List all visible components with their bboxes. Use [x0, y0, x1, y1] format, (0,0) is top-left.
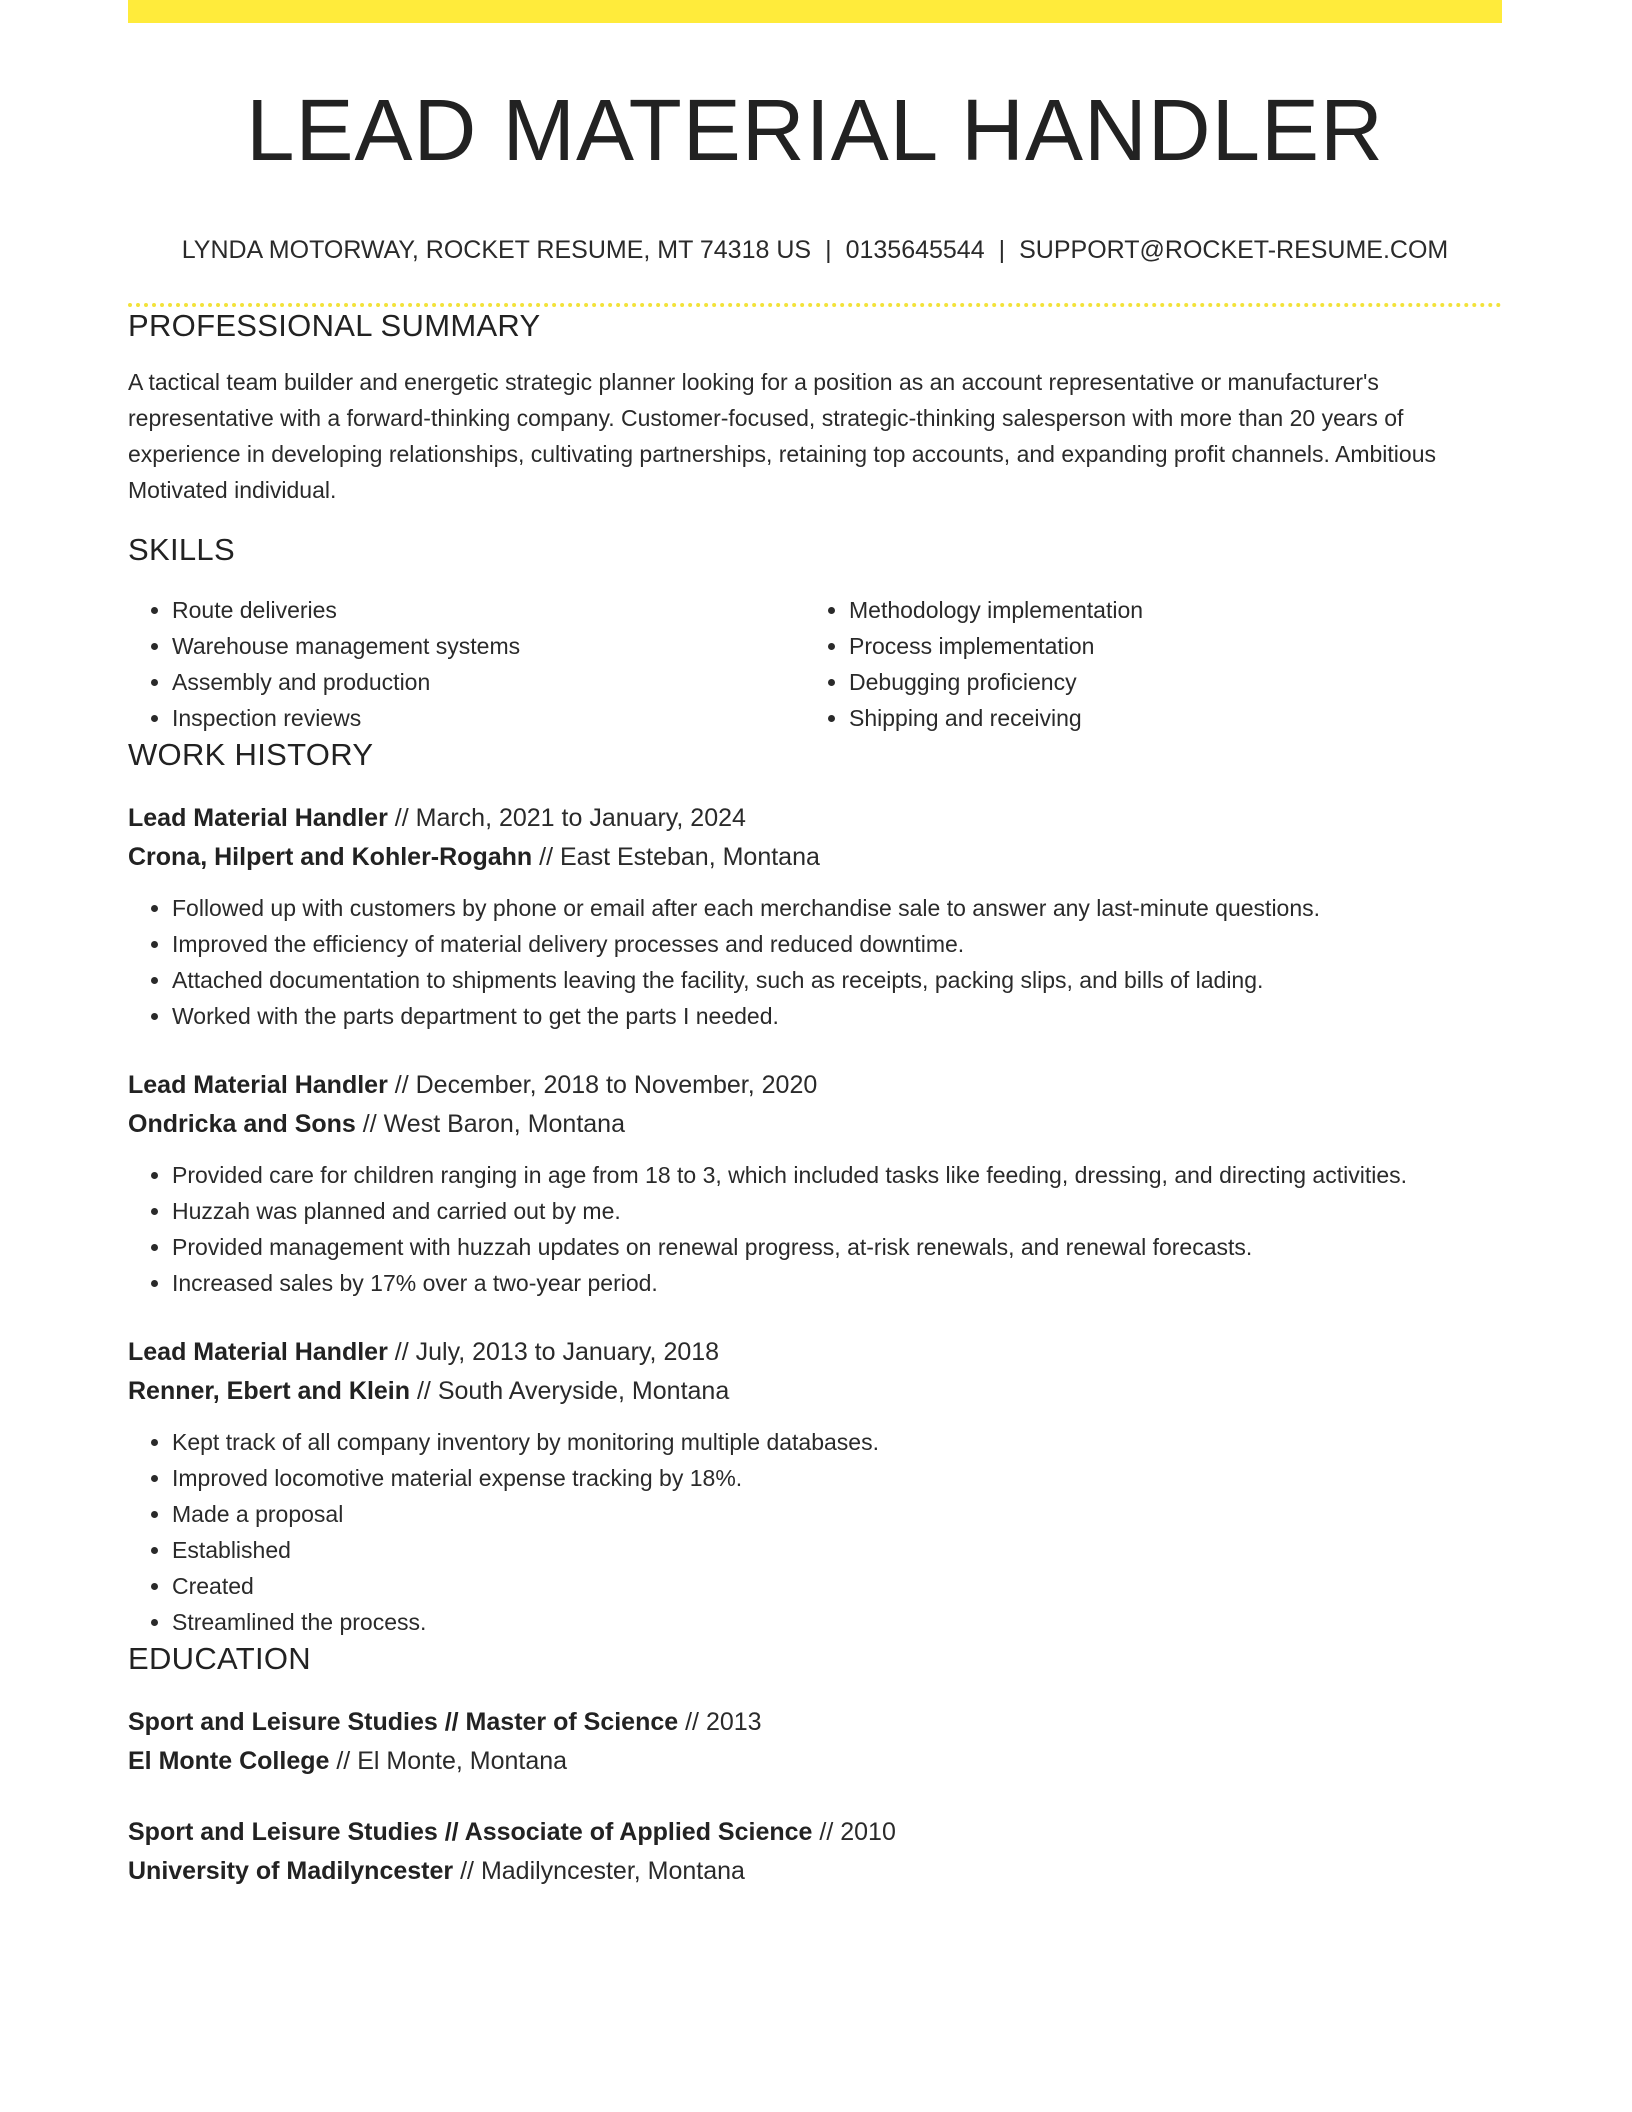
skills-list-left	[128, 592, 805, 736]
education-degree-line	[128, 1813, 1502, 1852]
skill-item: • Methodology implementation	[849, 592, 1482, 628]
accent-bar	[128, 0, 1502, 23]
job-bullet: • Established	[172, 1532, 1502, 1568]
job-title: Lead Material Handler	[128, 804, 388, 833]
job-title: Lead Material Handler	[128, 1071, 388, 1100]
job-company-line	[128, 1372, 1502, 1411]
education-degree: Sport and Leisure Studies // Associate of Applied Science	[128, 1818, 813, 1847]
job-dates: December, 2018 to November, 2020	[415, 1071, 818, 1100]
resume-title: LEAD MATERIAL HANDLER	[246, 82, 1384, 179]
job-bullet: • Streamlined the process.	[172, 1604, 1502, 1640]
job-bullet: • Followed up with customers by phone or email after each merchandise sale to answer any last-minute questions.	[172, 890, 1502, 926]
job-company: Renner, Ebert and Klein	[128, 1377, 411, 1406]
job-bullet: • Provided management with huzzah updates on renewal progress, at-risk renewals, and renewal forecasts.	[172, 1229, 1502, 1265]
contact-address: LYNDA MOTORWAY, ROCKET RESUME, MT 74318 US	[181, 235, 812, 264]
job-company: Ondricka and Sons	[128, 1110, 356, 1139]
job-title-line	[128, 1066, 1502, 1105]
contact-email: SUPPORT@ROCKET-RESUME.COM	[1019, 235, 1449, 264]
job-bullet: • Created	[172, 1568, 1502, 1604]
skill-item: • Warehouse management systems	[172, 628, 805, 664]
job-bullet: • Improved the efficiency of material delivery processes and reduced downtime.	[172, 926, 1502, 962]
field-separator: //	[362, 1110, 377, 1139]
job-bullet: • Provided care for children ranging in age from 18 to 3, which included tasks like feeding, dressing, and directing activities.	[172, 1157, 1502, 1193]
skill-item: • Route deliveries	[172, 592, 805, 628]
skill-item: • Assembly and production	[172, 664, 805, 700]
education-school-line	[128, 1852, 1502, 1891]
contact-line	[128, 235, 1502, 265]
education-heading: EDUCATION	[128, 1641, 311, 1677]
education-entry	[128, 1813, 1502, 1891]
education-degree: Sport and Leisure Studies // Master of Science	[128, 1708, 679, 1737]
skill-item: • Process implementation	[849, 628, 1482, 664]
field-separator: //	[394, 1071, 409, 1100]
skills-heading: SKILLS	[128, 531, 235, 567]
job-location: East Esteban, Montana	[560, 843, 820, 872]
job-bullets	[128, 890, 1502, 1034]
education-school: El Monte College	[128, 1747, 330, 1776]
field-separator: //	[394, 1338, 409, 1367]
education-location: Madilyncester, Montana	[480, 1857, 745, 1886]
job-title: Lead Material Handler	[128, 1338, 388, 1367]
job-company-line	[128, 838, 1502, 877]
education-year: 2013	[705, 1708, 762, 1737]
job-title-line	[128, 799, 1502, 838]
field-separator: //	[394, 804, 409, 833]
job-dates: March, 2021 to January, 2024	[415, 804, 746, 833]
job-bullet: • Worked with the parts department to get the parts I needed.	[172, 998, 1502, 1034]
skill-item: • Debugging proficiency	[849, 664, 1482, 700]
job-bullet: • Huzzah was planned and carried out by me.	[172, 1193, 1502, 1229]
summary-text: A tactical team builder and energetic strategic planner looking for a position as an account representative or manufacturer's representative with a forward-thinking company. Customer-focused, strategic-thinking salesperson with more than 20 years of experience in developing relationships, cultivating partnerships, retaining top accounts, and expanding profit channels. Ambitious Motivated individual.	[128, 368, 1436, 503]
skills-list-right	[805, 592, 1482, 736]
contact-phone: 0135645544	[845, 235, 985, 264]
job-bullet: • Made a proposal	[172, 1496, 1502, 1532]
education-entry	[128, 1703, 1502, 1781]
job-bullet: • Attached documentation to shipments leaving the facility, such as receipts, packing slips, and bills of lading.	[172, 962, 1502, 998]
summary-heading: PROFESSIONAL SUMMARY	[128, 307, 541, 343]
field-separator: //	[416, 1377, 431, 1406]
education-school-line	[128, 1742, 1502, 1781]
job-entry	[128, 1066, 1502, 1301]
skill-item: • Shipping and receiving	[849, 700, 1482, 736]
job-dates: July, 2013 to January, 2018	[415, 1338, 720, 1367]
field-separator: //	[685, 1708, 700, 1737]
job-location: South Averyside, Montana	[437, 1377, 730, 1406]
job-entry	[128, 1333, 1502, 1640]
job-company: Crona, Hilpert and Kohler-Rogahn	[128, 843, 533, 872]
work-history-heading: WORK HISTORY	[128, 737, 374, 773]
contact-separator: |	[825, 235, 832, 264]
job-location: West Baron, Montana	[383, 1110, 625, 1139]
education-location: El Monte, Montana	[357, 1747, 568, 1776]
job-company-line	[128, 1105, 1502, 1144]
education-degree-line	[128, 1703, 1502, 1742]
field-separator: //	[539, 843, 554, 872]
skills-grid	[128, 592, 1502, 736]
job-bullets	[128, 1157, 1502, 1301]
education-year: 2010	[840, 1818, 896, 1847]
job-title-line	[128, 1333, 1502, 1372]
education-school: University of Madilyncester	[128, 1857, 454, 1886]
skill-item: • Inspection reviews	[172, 700, 805, 736]
job-bullet: • Improved locomotive material expense tracking by 18%.	[172, 1460, 1502, 1496]
job-entry	[128, 799, 1502, 1034]
field-separator: //	[819, 1818, 834, 1847]
field-separator: //	[336, 1747, 351, 1776]
job-bullets	[128, 1424, 1502, 1640]
job-bullet: • Increased sales by 17% over a two-year period.	[172, 1265, 1502, 1301]
job-bullet: • Kept track of all company inventory by monitoring multiple databases.	[172, 1424, 1502, 1460]
field-separator: //	[460, 1857, 474, 1886]
resume-page	[128, 0, 1502, 1891]
contact-separator: |	[998, 235, 1006, 264]
